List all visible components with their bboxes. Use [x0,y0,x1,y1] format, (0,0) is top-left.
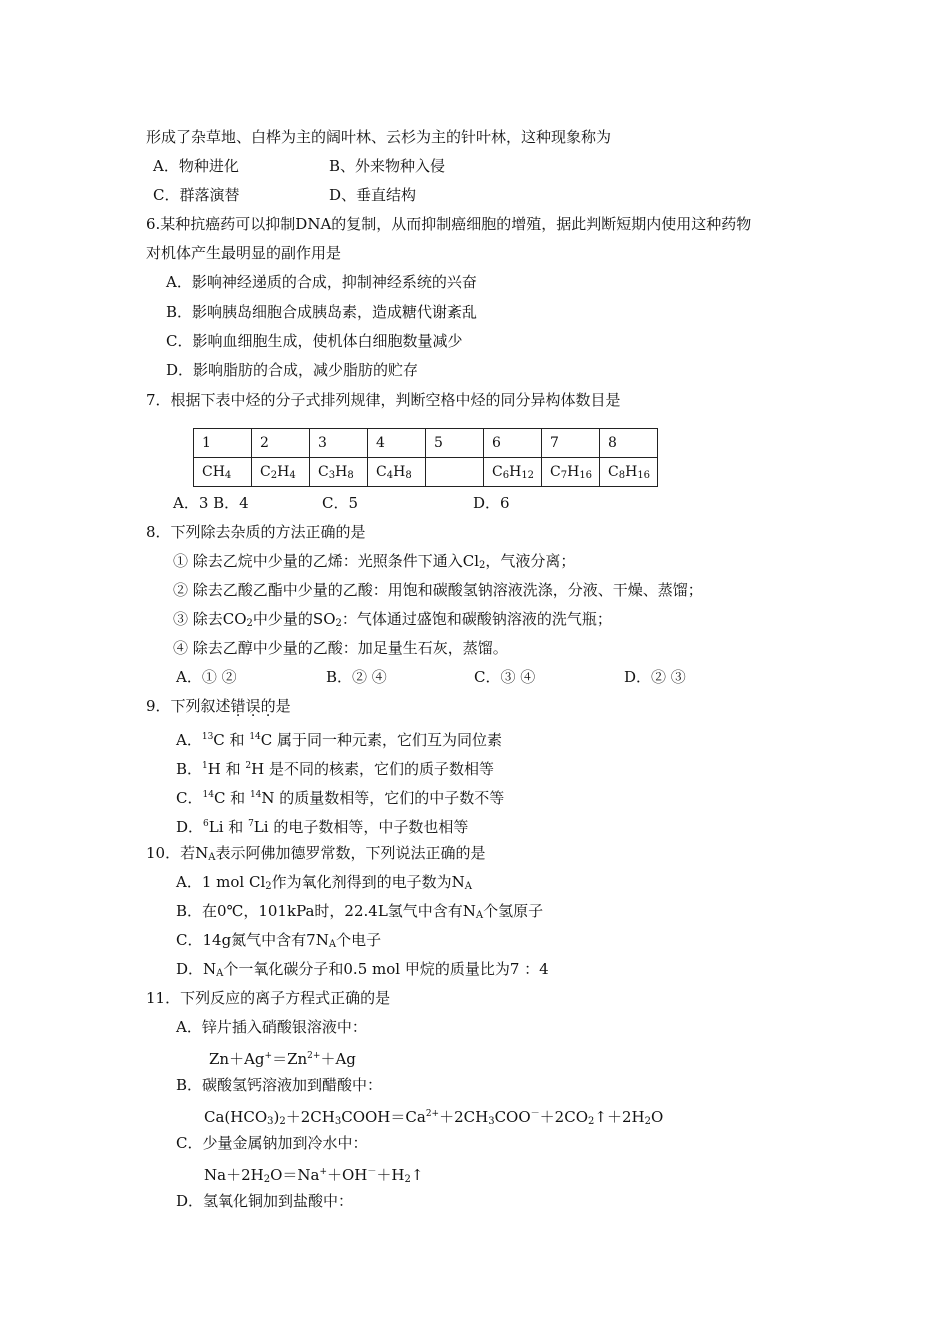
q10-option-a: A．1 mol $Cl_2$作为氧化剂得到的电子数为$N_A$ [176,873,472,892]
formula-cell: $C_7H_{16}$ [542,458,600,487]
q8-option-b: B．② ④ [326,668,387,686]
hydrocarbon-table [193,428,658,487]
q7-option-d: D．6 [473,494,510,512]
q5-option-c: C．群落演替 [153,186,240,204]
q11-option-b: B．碳酸氢钙溶液加到醋酸中： [176,1076,383,1094]
q10-option-b: B．在0℃，101kPa时，22.4L氢气中含有$N_A$个氢原子 [176,902,544,921]
emphasis-char: 误 [245,697,261,715]
q10-option-c: C．14g氮气中含有$7N_A$个电子 [176,931,382,950]
q6-option-d: D．影响脂肪的合成，减少脂肪的贮存 [166,361,419,379]
q8-item-4: ④ 除去乙醇中少量的乙酸：加足量生石灰，蒸馏。 [173,639,508,657]
q8-option-d: D．② ③ [624,668,686,686]
formula-cell: $C_8H_{16}$ [600,458,658,487]
q5-option-d: D、垂直结构 [329,186,417,204]
q9-option-b: B．$^1$H 和 $^2$H 是不同的核素，它们的质子数相等 [176,760,494,778]
table-row-formula [194,458,658,487]
formula-cell: $CH_4$ [194,458,252,487]
q11-equation-b: $Ca(HCO_3)_2+2CH_3COOH=Ca^{2+}+2CH_3COO^-+2CO_2↑+2H_2O$ [204,1108,664,1127]
q8-option-a: A．① ② [176,668,237,686]
q8-stem: 8．下列除去杂质的方法正确的是 [146,523,366,541]
q5-stem: 形成了杂草地、白桦为主的阔叶林、云杉为主的针叶林，这种现象称为 [146,128,612,146]
q8-item-3: ③ 除去$CO_2$中少量的$SO_2$：气体通过盛饱和碳酸钠溶液的洗气瓶； [173,610,612,629]
formula-cell: $C_4H_8$ [368,458,426,487]
table-cell: 5 [426,429,484,458]
q9-stem: 9．下列叙述错误的是 [146,697,291,715]
q8-option-c: C．③ ④ [474,668,536,686]
table-row-index [194,429,658,458]
table-cell: 3 [310,429,368,458]
q11-option-a: A．锌片插入硝酸银溶液中： [176,1018,367,1036]
table-cell: 8 [600,429,658,458]
table-cell: 4 [368,429,426,458]
q11-option-d: D．氢氧化铜加到盐酸中： [176,1192,354,1210]
emphasis-char: 的 [260,697,276,715]
q6-option-a: A．影响神经递质的合成，抑制神经系统的兴奋 [166,273,477,291]
q8-item-2: ② 除去乙酸乙酯中少量的乙酸：用饱和碳酸氢钠溶液洗涤，分液、干燥、蒸馏； [173,581,703,599]
q5-option-a: A．物种进化 [153,157,239,175]
emphasis-char: 错 [230,697,246,715]
formula-cell: $C_6H_{12}$ [484,458,542,487]
q11-equation-a: $Zn+Ag^+=Zn^{2+}+Ag$ [209,1050,356,1068]
q5-option-b: B、外来物种入侵 [329,157,446,175]
table-cell: 6 [484,429,542,458]
formula-cell-blank [426,458,484,487]
table-cell: 1 [194,429,252,458]
q7-stem: 7．根据下表中烃的分子式排列规律，判断空格中烃的同分异构体数目是 [146,391,621,409]
q8-item-1: ① 除去乙烷中少量的乙烯：光照条件下通入$Cl_2$，气液分离； [173,552,576,571]
q6-option-b: B．影响胰岛细胞合成胰岛素，造成糖代谢紊乱 [166,303,478,321]
formula-cell: $C_3H_8$ [310,458,368,487]
q10-option-d: D．$N_A$个一氧化碳分子和0.5 mol 甲烷的质量比为7 ：4 [176,960,549,979]
q6-stem-line1: 6.某种抗癌药可以抑制DNA的复制，从而抑制癌细胞的增殖，据此判断短期内使用这种药物 [146,215,752,233]
q7-option-ab: A．3 B．4 [173,494,249,512]
q9-option-d: D．$^6$Li 和 $^7$Li 的电子数相等，中子数也相等 [176,818,469,836]
table-cell: 7 [542,429,600,458]
table-cell: 2 [252,429,310,458]
q6-option-c: C．影响血细胞生成，使机体白细胞数量减少 [166,332,463,350]
q10-stem: 10．若$N_A$表示阿佛加德罗常数，下列说法正确的是 [146,844,486,863]
q7-option-c: C．5 [322,494,359,512]
q11-equation-c: $Na+2H_2O=Na^++OH^-+H_2↑$ [204,1166,424,1185]
q9-option-c: C．$^{14}$C 和 $^{14}$N 的质量数相等，它们的中子数不等 [176,789,505,807]
formula-cell: $C_2H_4$ [252,458,310,487]
q11-stem: 11．下列反应的离子方程式正确的是 [146,989,391,1007]
q9-option-a: A．$^{13}$C 和 $^{14}$C 属于同一种元素，它们互为同位素 [176,731,503,749]
q6-stem-line2: 对机体产生最明显的副作用是 [146,244,342,262]
q11-option-c: C．少量金属钠加到冷水中： [176,1134,368,1152]
